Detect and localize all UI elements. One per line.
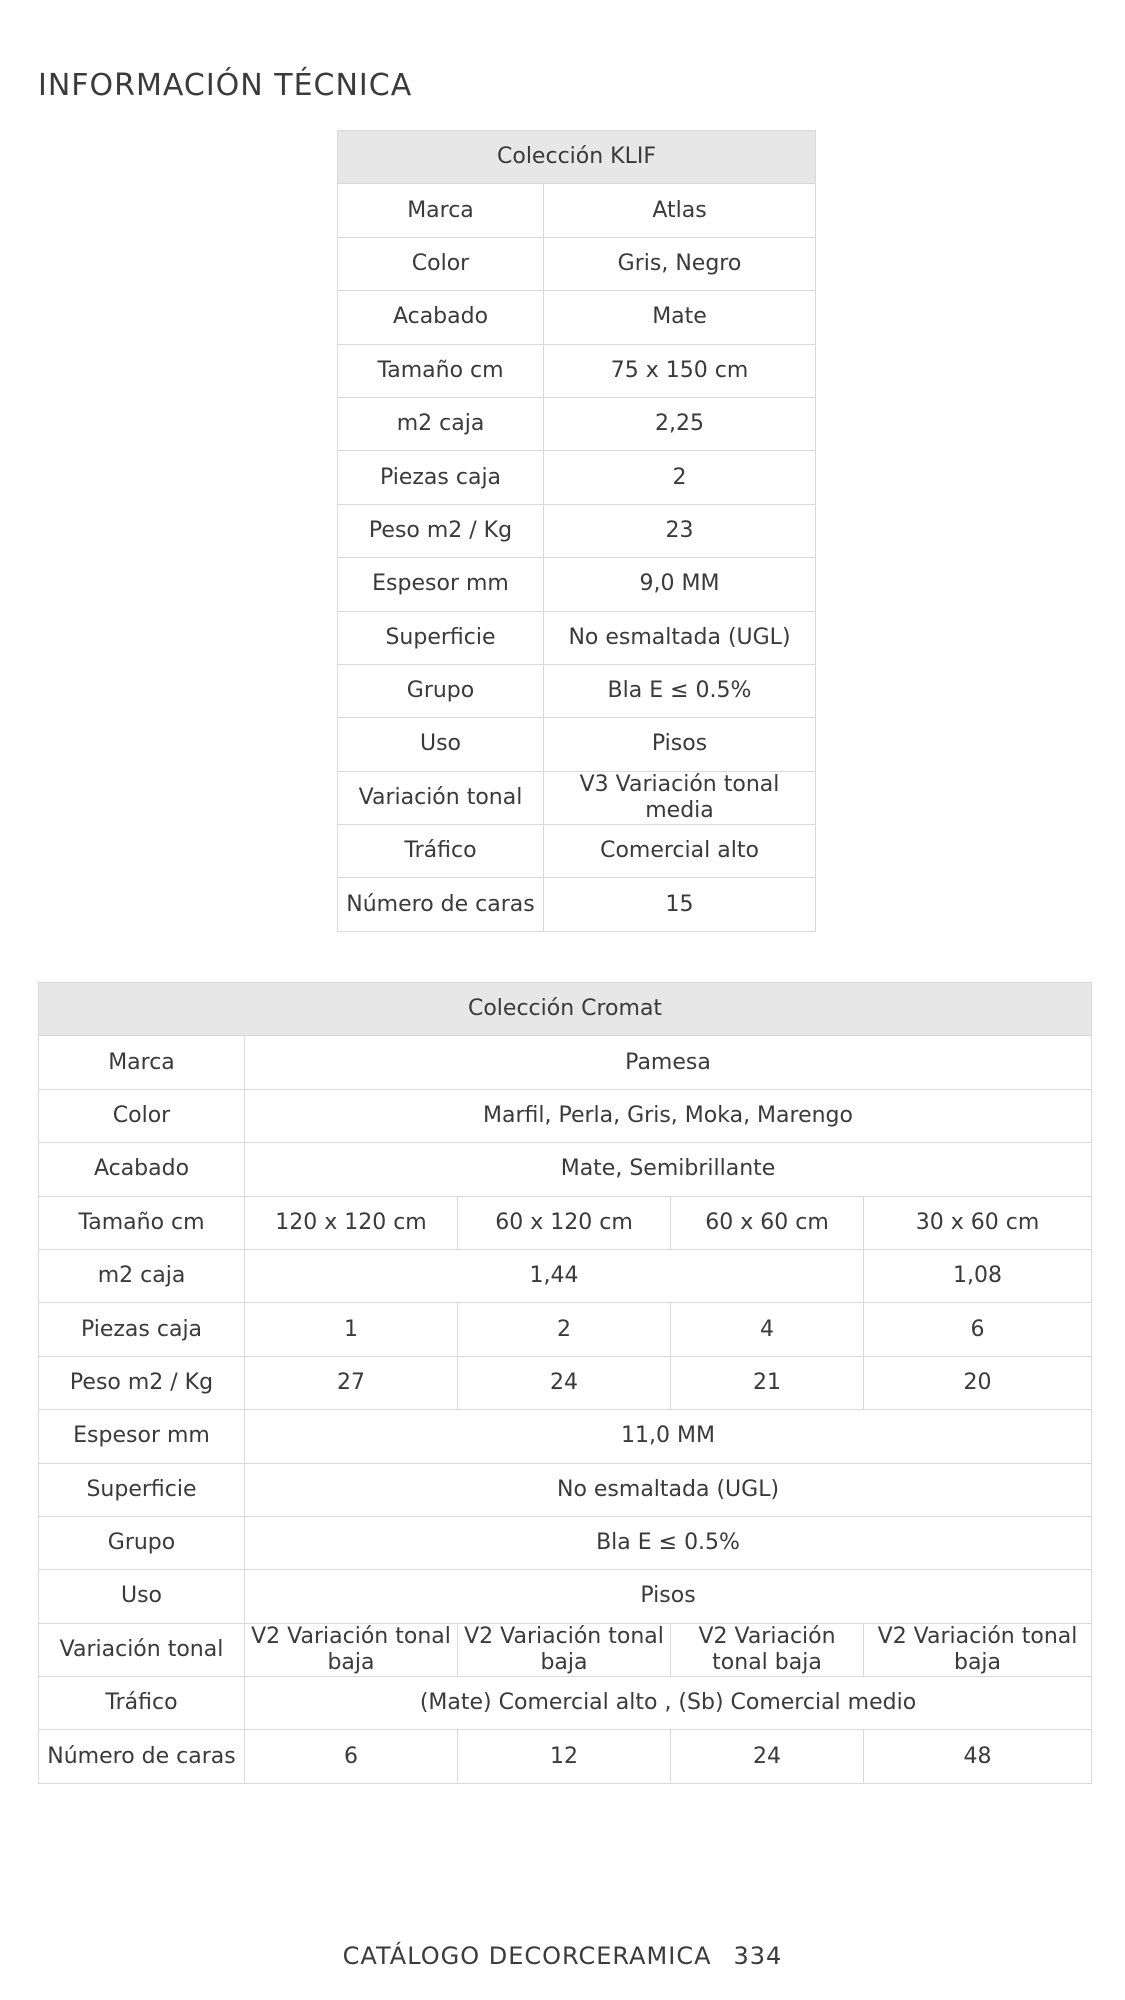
row-value: Mate: [544, 291, 816, 344]
table-row: [39, 1356, 1092, 1409]
row-value: 60 x 120 cm: [458, 1196, 671, 1249]
row-value: 4: [671, 1303, 864, 1356]
table-row: [338, 718, 816, 771]
page-footer: [0, 1942, 1125, 1970]
row-label: m2 caja: [338, 397, 544, 450]
table-row: [39, 1623, 1092, 1676]
table-row: [39, 1516, 1092, 1569]
table-row: [39, 1303, 1092, 1356]
row-label: Marca: [39, 1036, 245, 1089]
row-value: Bla E ≤ 0.5%: [544, 664, 816, 717]
row-value: (Mate) Comercial alto , (Sb) Comercial medio: [245, 1677, 1092, 1730]
row-value: Comercial alto: [544, 825, 816, 878]
table-row: [338, 344, 816, 397]
row-value: No esmaltada (UGL): [245, 1463, 1092, 1516]
row-value: V3 Variación tonal media: [544, 771, 816, 824]
row-value: V2 Variación tonal baja: [864, 1623, 1092, 1676]
table-row: [39, 1249, 1092, 1302]
row-value: V2 Variación tonal baja: [245, 1623, 458, 1676]
row-value: 48: [864, 1730, 1092, 1783]
table-row: [338, 451, 816, 504]
row-value: Gris, Negro: [544, 237, 816, 290]
row-label: Color: [338, 237, 544, 290]
row-value: 15: [544, 878, 816, 931]
row-value: 60 x 60 cm: [671, 1196, 864, 1249]
table-row: [338, 291, 816, 344]
cromat-table-header: Colección Cromat: [39, 983, 1092, 1036]
row-value: Marfil, Perla, Gris, Moka, Marengo: [245, 1089, 1092, 1142]
table-row: [39, 1677, 1092, 1730]
table-row: [338, 611, 816, 664]
table-row: [338, 504, 816, 557]
row-label: m2 caja: [39, 1249, 245, 1302]
row-value: 30 x 60 cm: [864, 1196, 1092, 1249]
row-label: Marca: [338, 184, 544, 237]
row-label: Uso: [39, 1570, 245, 1623]
row-value: 20: [864, 1356, 1092, 1409]
table-row: [39, 1463, 1092, 1516]
table-row: [39, 1730, 1092, 1783]
row-value: V2 Variación tonal baja: [671, 1623, 864, 1676]
table-row: [39, 1036, 1092, 1089]
klif-table-header: Colección KLIF: [338, 131, 816, 184]
row-label: Uso: [338, 718, 544, 771]
row-value: V2 Variación tonal baja: [458, 1623, 671, 1676]
table-row: [338, 184, 816, 237]
row-value: No esmaltada (UGL): [544, 611, 816, 664]
table-row: [39, 1143, 1092, 1196]
row-value: Mate, Semibrillante: [245, 1143, 1092, 1196]
row-label: Peso m2 / Kg: [338, 504, 544, 557]
table-header-row: [39, 983, 1092, 1036]
row-label: Tamaño cm: [39, 1196, 245, 1249]
row-value: Pisos: [544, 718, 816, 771]
table-row: [338, 237, 816, 290]
row-value: 23: [544, 504, 816, 557]
row-label: Número de caras: [39, 1730, 245, 1783]
row-value: Bla E ≤ 0.5%: [245, 1516, 1092, 1569]
row-label: Variación tonal: [338, 771, 544, 824]
row-label: Peso m2 / Kg: [39, 1356, 245, 1409]
row-label: Color: [39, 1089, 245, 1142]
row-value: 24: [458, 1356, 671, 1409]
row-value: Pamesa: [245, 1036, 1092, 1089]
row-label: Variación tonal: [39, 1623, 245, 1676]
table-row: [338, 397, 816, 450]
cromat-spec-table: [38, 982, 1092, 1784]
row-label: Piezas caja: [39, 1303, 245, 1356]
row-label: Tamaño cm: [338, 344, 544, 397]
page-title: INFORMACIÓN TÉCNICA: [38, 68, 413, 103]
row-value: 6: [245, 1730, 458, 1783]
table-row: [39, 1089, 1092, 1142]
row-label: Acabado: [39, 1143, 245, 1196]
table-row: [39, 1410, 1092, 1463]
row-value: 2,25: [544, 397, 816, 450]
table-header-row: [338, 131, 816, 184]
row-value: Pisos: [245, 1570, 1092, 1623]
row-value: 2: [544, 451, 816, 504]
row-label: Grupo: [338, 664, 544, 717]
table-row: [338, 825, 816, 878]
row-value: 120 x 120 cm: [245, 1196, 458, 1249]
row-value: 21: [671, 1356, 864, 1409]
table-row: [338, 558, 816, 611]
row-value: 1: [245, 1303, 458, 1356]
page-number: 334: [733, 1942, 783, 1970]
row-label: Tráfico: [338, 825, 544, 878]
row-label: Superficie: [39, 1463, 245, 1516]
row-value: 12: [458, 1730, 671, 1783]
table-row: [338, 878, 816, 931]
table-row: [39, 1570, 1092, 1623]
table-row: [338, 771, 816, 824]
row-value: 1,44: [245, 1249, 864, 1302]
row-value: 24: [671, 1730, 864, 1783]
row-value: 11,0 MM: [245, 1410, 1092, 1463]
row-value: 2: [458, 1303, 671, 1356]
row-label: Espesor mm: [39, 1410, 245, 1463]
klif-spec-table: [337, 130, 816, 932]
row-value: 1,08: [864, 1249, 1092, 1302]
row-label: Grupo: [39, 1516, 245, 1569]
row-label: Piezas caja: [338, 451, 544, 504]
row-label: Tráfico: [39, 1677, 245, 1730]
row-value: 9,0 MM: [544, 558, 816, 611]
row-value: 75 x 150 cm: [544, 344, 816, 397]
row-value: Atlas: [544, 184, 816, 237]
footer-catalog-title: CATÁLOGO DECORCERAMICA: [342, 1942, 712, 1970]
row-value: 27: [245, 1356, 458, 1409]
row-label: Número de caras: [338, 878, 544, 931]
row-label: Superficie: [338, 611, 544, 664]
row-value: 6: [864, 1303, 1092, 1356]
row-label: Acabado: [338, 291, 544, 344]
row-label: Espesor mm: [338, 558, 544, 611]
table-row: [39, 1196, 1092, 1249]
table-row: [338, 664, 816, 717]
